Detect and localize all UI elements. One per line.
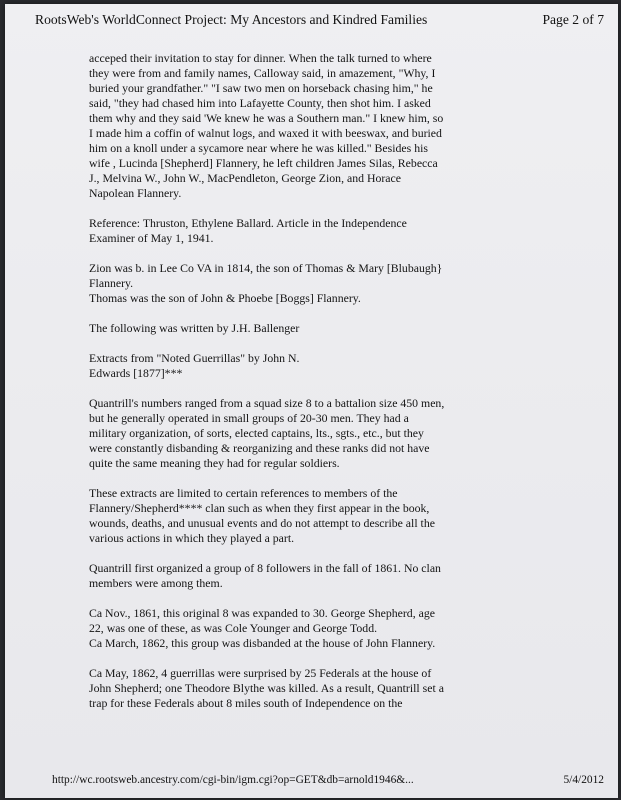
text-line: but he generally operated in small groups of 20-30 men. They had a (89, 411, 409, 425)
paragraph-first-group (89, 561, 499, 591)
text-line: Examiner of May 1, 1941. (89, 231, 214, 245)
text-line: wife , Lucinda [Shepherd] Flannery, he left children James Silas, Rebecca (89, 156, 438, 170)
text-line: These extracts are limited to certain references to members of the (89, 486, 398, 500)
paragraph-ballenger (89, 321, 499, 336)
text-line: Ca May, 1862, 4 guerrillas were surprised by 25 Federals at the house of (89, 666, 432, 680)
text-line: John Shepherd; one Theodore Blythe was killed. As a result, Quantrill set a (89, 681, 444, 695)
text-line: them why and they said 'We knew he was a Southern man." I knew him, so (89, 111, 444, 125)
printed-page (5, 4, 618, 798)
text-line: Edwards [1877]*** (89, 366, 183, 380)
text-line: Napolean Flannery. (89, 186, 182, 200)
text-line: various actions in which they played a part. (89, 531, 295, 545)
text-line: Ca Nov., 1861, this original 8 was expanded to 30. George Shepherd, age (89, 606, 435, 620)
page-footer (52, 774, 604, 792)
text-line: I made him a coffin of walnut logs, and waxed it with beeswax, and buried (89, 126, 442, 140)
text-line: quite the same meaning they had for regular soldiers. (89, 456, 340, 470)
text-line: J., Melvina W., John W., MacPendleton, George Zion, and Horace (89, 171, 402, 185)
page-number: Page 2 of 7 (542, 12, 604, 27)
text-line: said, "they had chased him into Lafayette County, then shot him. I asked (89, 96, 431, 110)
text-line: Flannery/Shepherd**** clan such as when they first appear in the book, (89, 501, 430, 515)
paragraph-quantrill-numbers (89, 396, 499, 471)
text-line: The following was written by J.H. Ballenger (89, 321, 300, 335)
text-line: wounds, deaths, and unusual events and do not attempt to describe all the (89, 516, 435, 530)
paragraph-zion (89, 261, 499, 306)
text-line: Zion was b. in Lee Co VA in 1814, the son of Thomas & Mary [Blubaugh} (89, 261, 443, 275)
text-line: were constantly disbanding & reorganizing and these ranks did not have (89, 441, 430, 455)
text-line: Quantrill's numbers ranged from a squad size 8 to a battalion size 450 men, (89, 396, 445, 410)
text-line: acceped their invitation to stay for dinner. When the talk turned to where (89, 51, 432, 65)
text-line: Thomas was the son of John & Phoebe [Boggs] Flannery. (89, 291, 361, 305)
text-line: buried your grandfather." "I saw two men on horseback chasing him," he (89, 81, 433, 95)
document-body (89, 51, 499, 711)
text-line: trap for these Federals about 8 miles south of Independence on the (89, 696, 403, 710)
paragraph-nov-1861 (89, 606, 499, 651)
text-line: members were among them. (89, 576, 223, 590)
text-line: Ca March, 1862, this group was disbanded at the house of John Flannery. (89, 636, 436, 650)
text-line: they were from and family names, Calloway said, in amazement, "Why, I (89, 66, 436, 80)
footer-url: http://wc.rootsweb.ancestry.com/cgi-bin/igm.cgi?op=GET&db=arnold1946&... (52, 774, 414, 786)
paragraph-reference (89, 216, 499, 246)
text-line: him on a knoll under a sycamore near where he was killed." Besides his (89, 141, 428, 155)
header-title: RootsWeb's WorldConnect Project: My Ancestors and Kindred Families (35, 12, 428, 27)
footer-date: 5/4/2012 (563, 774, 604, 786)
text-line: Flannery. (89, 276, 134, 290)
text-line: 22, was one of these, as was Cole Younger and George Todd. (89, 621, 378, 635)
paragraph-may-1862 (89, 666, 499, 711)
text-line: Quantrill first organized a group of 8 followers in the fall of 1861. No clan (89, 561, 441, 575)
page-header (35, 8, 604, 32)
text-line: Extracts from "Noted Guerrillas" by John N. (89, 351, 300, 365)
text-line: Reference: Thruston, Ethylene Ballard. Article in the Independence (89, 216, 407, 230)
paragraph-extract-limits (89, 486, 499, 546)
paragraph-calloway (89, 51, 499, 201)
text-line: military organization, of sorts, elected captains, lts., sgts., etc., but they (89, 426, 424, 440)
paragraph-extracts-source (89, 351, 499, 381)
